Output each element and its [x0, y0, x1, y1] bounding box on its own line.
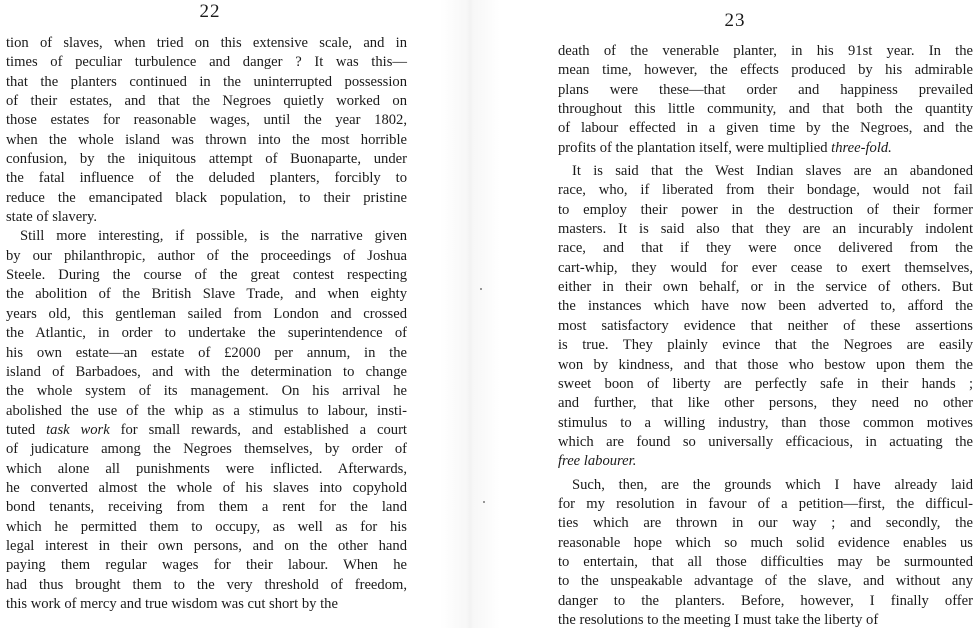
text-line: Still more interesting, if possible, is the narrative given: [20, 228, 407, 245]
text-line: free labourer.: [558, 453, 637, 470]
text-line: the instances which have now been adverted to, afford the: [558, 298, 973, 315]
page-number-left: 22: [199, 1, 221, 22]
text-line: the whole system of its management. On his arrival he: [6, 383, 407, 400]
text-line: of judicature among the Negroes themselves, by order of: [6, 441, 407, 458]
text-line: abolished the use of the whip as a stimulus to labour, insti-: [6, 402, 407, 419]
text-line: years old, this gentleman sailed from London and crossed: [6, 305, 407, 322]
text-line: which he permitted them to occupy, as well as for his: [6, 518, 407, 535]
text-line: had thus brought them to the very threshold of freedom,: [6, 576, 407, 593]
text-line: confusion, by the iniquitous attempt of Buonaparte, under: [6, 151, 407, 168]
text-line: island of Barbadoes, and with the determination to change: [6, 363, 407, 380]
text-line: for my resolution in favour of a petition—first, the difficul-: [558, 495, 973, 512]
text-line: Such, then, are the grounds which I have already laid: [572, 476, 973, 493]
text-line: danger to the planters. Before, however, I finally offer: [558, 592, 973, 609]
right-page-text: [558, 42, 973, 628]
text-line: which are found so universally efficacious, in actuating the: [558, 433, 973, 450]
text-line: his own estate—an estate of £2000 per annum, in the: [6, 344, 407, 361]
text-line: of their estates, and that the Negroes quietly worked on: [6, 93, 407, 110]
text-line: reduce the emancipated black population, to their pristine: [6, 189, 407, 206]
text-line: reasonable hope which so much solid evidence enables us: [558, 534, 973, 551]
text-line: legal interest in their own persons, and on the other hand: [6, 537, 407, 554]
text-line: to the unspeakable advantage of the slave, and without any: [558, 573, 973, 590]
text-line: is true. They plainly evince that the Negroes are easily: [558, 337, 973, 354]
text-line: cart-whip, they would for ever cease to exert themselves,: [558, 259, 973, 276]
text-line: Steele. During the course of the great contest respecting: [6, 267, 407, 284]
page-number-right: 23: [724, 10, 746, 31]
text-line: to employ their power in the destruction of their former: [558, 201, 973, 218]
text-line: this work of mercy and true wisdom was cut short by the: [6, 595, 338, 612]
text-line: either in their own behalf, or in the service of others. But: [558, 279, 973, 296]
text-line: the Atlantic, in order to undertake the superintendence of: [6, 325, 407, 342]
text-line: paying them regular wages for their labour. When he: [6, 557, 407, 574]
book-gutter: [440, 0, 500, 628]
text-line: bond tenants, receiving from them a rent for the land: [6, 499, 407, 516]
text-line: times of peculiar turbulence and danger ? It was this—: [6, 54, 407, 71]
text-line: ties which are thrown in our way ; and secondly, the: [558, 515, 973, 532]
text-line: masters. It is said also that they are an incurably indolent: [558, 221, 973, 238]
text-line: of labour effected in a given time by the Negroes, and the: [558, 120, 973, 137]
gutter-speck: [480, 288, 482, 290]
text-line: tuted task work for small rewards, and established a court: [6, 421, 407, 438]
text-line: the abolition of the British Slave Trade, and when eighty: [6, 286, 407, 303]
text-line: tion of slaves, when tried on this extensive scale, and in: [6, 35, 407, 51]
text-line: It is said that the West Indian slaves are an abandoned: [572, 163, 973, 180]
text-line: the resolutions to the meeting I must take the liberty of: [558, 611, 879, 628]
text-line: which alone all punishments were inflicted. Afterwards,: [6, 460, 407, 477]
text-line: won by kindness, and that those who bestow upon them the: [558, 356, 973, 373]
text-line: and further, that like other persons, they need no other: [558, 395, 973, 412]
text-line: throughout this little community, and that both the quantity: [558, 101, 973, 118]
text-line: death of the venerable planter, in his 91st year. In the: [558, 43, 973, 59]
left-page-text: [6, 34, 407, 614]
text-line: profits of the plantation itself, were multiplied three-fold.: [558, 139, 892, 156]
text-line: to entertain, that all those difficulties may be surmounted: [558, 553, 973, 570]
text-line: sweet boon of liberty are perfectly safe in their hands ;: [558, 375, 973, 392]
right-page: [500, 0, 980, 628]
text-line: he converted almost the whole of his slaves into copyhold: [6, 479, 407, 496]
text-line: by our philanthropic, author of the proceedings of Joshua: [6, 247, 407, 264]
text-line: plans were these—that order and happiness prevailed: [558, 81, 973, 98]
text-line: that the planters continued in the uninterrupted possession: [6, 73, 407, 90]
text-line: race, and that if they were once delivered from the: [558, 240, 973, 257]
text-line: when the whole island was thrown into the most horrible: [6, 131, 407, 148]
text-line: those estates for reasonable wages, until the year 1802,: [6, 112, 407, 129]
left-page: [0, 0, 440, 628]
text-line: state of slavery.: [6, 209, 98, 226]
text-line: mean time, however, the effects produced by his admirable: [558, 62, 973, 79]
text-line: the fatal influence of the deluded planters, forcibly to: [6, 170, 407, 187]
text-line: most satisfactory evidence that neither of these assertions: [558, 317, 973, 334]
text-line: stimulus to a willing industry, than those common motives: [558, 414, 973, 431]
text-line: race, who, if liberated from their bondage, would not fail: [558, 182, 973, 199]
gutter-speck: [483, 501, 485, 503]
